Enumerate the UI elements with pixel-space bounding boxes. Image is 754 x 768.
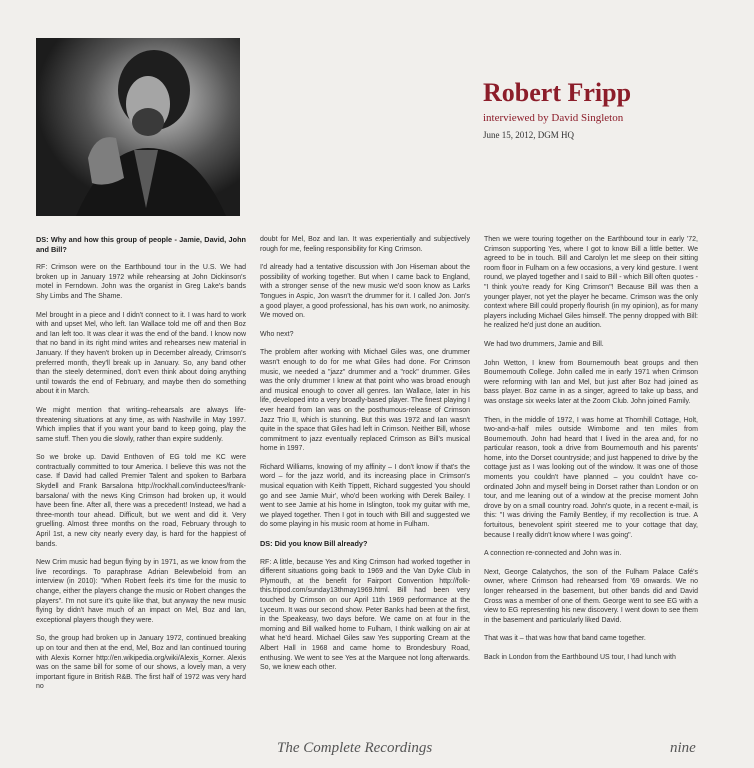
text-column-1: [36, 235, 246, 701]
paragraph: Richard Williams, knowing of my affinity – I don't know if that's the word – for the jazz world, and its increasing place in Crimson's musical equation with Keith Tippett, Richard suggested 'you should go and see Jamie Muir', who'd been working with Derek Bailey. I went to see Jamie at his home in Islington, took my guitar with me, we played together. Then I got in touch with Bill and suggested we do some playing in his music room at home in Fulham.: [260, 463, 470, 529]
interview-date: June 15, 2012, DGM HQ: [483, 130, 574, 140]
portrait-photo: [36, 38, 240, 216]
text-column-2: [260, 235, 470, 682]
paragraph: Then, in the middle of 1972, I was home at Thornhill Cottage, Holt, two-and-a-half miles outside Wimborne and ten miles from Bournemouth. John had heard that I lived in the area and, for no particular reason, took a drive from Bournemouth and his parents' home, into the Dorset countryside; and just happened to drive by the cottage just as I was looking out of the window. It was one of those moments you couldn't have planned – you couldn't have co-ordinated John and myself being in Dorset rather than London or on tour, and me leaning out of a window at the precise moment John drove by on a small country road. John's quote, in a recent e-mail, is this: "I was driving the Family Bentley, if my recollection is true. A fortuitous, benevolent spirit steered me to your cottage that day, because I really didn't know where I was going".: [484, 416, 698, 539]
paragraph: The problem after working with Michael Giles was, one drummer wasn't enough to do for me what Giles had done. For Crimson music, we needed a "jazz" drummer and a "rock" drummer. Giles was the only drummer I knew at that point who was broad enough and musical enough to cover all genres. Ian Wallace, later in his life, developed into a very broadly-based player. The finest playing I ever heard from Ian was on the posthumous-release of Crimson Jazz Trio II, which is stunning. But this was 1972 and Ian wasn't quite in the space that Giles had left in Crimson. Neither Bill, whose commitment to jazz eventually replaced Crimson as Bill's musical home in 1997.: [260, 349, 470, 453]
page-number: nine: [670, 740, 696, 756]
footer-title: The Complete Recordings: [277, 740, 433, 756]
paragraph: RF: A little, because Yes and King Crimson had worked together in different situations going back to 1969 and the Van Dyke Club in Plymouth, at the benefit for Fairport Convention http://folk-this.tripod.com/sunday13thmay1969.html. Bill had been very touched by Crimson on our April 11th 1969 performance at the Lyceum. It was our second show. Peter Banks had been at the first, in the Speakeasy, two days before. We came on at four in the morning and Bill walked home to Fulham, I think walking on air at what he'd heard. Michael Giles saw Yes supporting Cream at the Albert Hall in 1968 and came home to Brondesbury Road, enthusing. We went to see Yes at the Marquee not long afterwards. So, we knew each other.: [260, 558, 470, 672]
paragraph: Next, George Calatychos, the son of the Fulham Palace Café's owner, where Crimson had rehearsed from '69 onwards. We no longer rehearsed in the basement, but other bands did and David Cross was a member of one of them. George went to see EG with a view to EG representing his new discovery. I went down to see them in the basement and particularly liked David.: [484, 568, 698, 624]
paragraph: So we broke up. David Enthoven of EG told me KC were contractually committed to tour America. I believe this was not the case. If David had called Premier Talent and spoken to Barbara Skydell and Frank Barsalona http://rockhall.com/inductees/frank-barsalona/ with the news King Crimson had broken up, it would have been fine. After all, there was a precedent! Instead, we had a three-month tour ahead. Difficult, but we went and did it. Very gruelling. Almost three months on the road, February through to April 1st, a new city nearly every day, is hard for the happiest of bands.: [36, 454, 246, 548]
paragraph: John Wetton, I knew from Bournemouth beat groups and then Bournemouth College. John called me in early 1971 when Crimson were reforming with Ian and Mel, but just after Boz had joined as bass player. Boz came in as a singer, agreed to take up bass, and was onstage six weeks later at the Zoom Club. John joined Family.: [484, 359, 698, 405]
interview-question: DS: Did you know Bill already?: [260, 539, 368, 549]
paragraph: Then we were touring together on the Earthbound tour in early '72, Crimson supporting Yes, where I got to know Bill a little better. We agreed to be in touch. Bill and Carolyn let me sleep on their sitting room floor in Fulham on a few occasions, a very kind gesture. I went round, we played together and I said to Bill - which Bill often quotes - "I think you're ready for King Crimson"! Because Bill was then a younger player, not yet the player he became. Crimson was the only context where Bill could properly flourish (in my opinion), as for many players including Michael Giles himself. The penny dropped with Bill: he realized he'd just done an audition.: [484, 236, 698, 330]
paragraph: New Crim music had begun flying by in 1971, as we know from the live recordings. To paraphrase Adrian Belewbeloid from an interview (in 2010): "When Robert feels it's time for the music to change, either the players change the music or Robert changes the players". I'm not sure it's quite like that, but anyway the new music flying by didn't have much of an impact on Mel, Boz and Ian, exceptional players though they were.: [36, 559, 246, 624]
text-column-3: [484, 235, 698, 672]
paragraph: Mel brought in a piece and I didn't connect to it. I was hard to work with and upset Mel, who left. Ian Wallace told me off and then Boz and Ian left too. It was clear it was the end of the band. I know now that no band in its right mind writes and rehearses new material in January. If they haven't broken up in December already, Crimson's preferred month, they'll break up in January. So, any band other than the steely determined, don't even think about doing anything until towards the end of February, and maybe then do something about it in March.: [36, 311, 246, 396]
portrait-image: [36, 38, 240, 216]
paragraph: doubt for Mel, Boz and Ian. It was experientially and subjectively rough for me, feeling responsibility for King Crimson.: [260, 236, 470, 253]
paragraph: We had two drummers, Jamie and Bill.: [484, 340, 604, 348]
interview-question: DS: Why and how this group of people - Jamie, David, John and Bill?: [36, 235, 246, 254]
paragraph: A connection re-connected and John was in.: [484, 550, 622, 558]
paragraph: That was it – that was how that band came together.: [484, 635, 646, 643]
paragraph: Back in London from the Earthbound US tour, I had lunch with: [484, 653, 676, 661]
paragraph: So, the group had broken up in January 1972, continued breaking up on tour and then at the end, Mel, Boz and Ian continued touring with Alexis Korner http://en.wikipedia.org/wiki/Alexis_Korner. Alexis was on the same bill for some of our shows, a lovely man, a very important figure in British R&B. The first half of 1972 was very hard no: [36, 635, 246, 691]
paragraph: Who next?: [260, 330, 294, 338]
interviewee-name: Robert Fripp: [483, 78, 632, 107]
interviewer-byline: interviewed by David Singleton: [483, 112, 624, 124]
paragraph: RF: Crimson were on the Earthbound tour in the U.S. We had broken up in January 1972 while rehearsing at John Dickinson's motel in Ferndown. John was the organist in Greg Lake's bands Shy Limbs and The Shame.: [36, 264, 246, 300]
paragraph: We might mention that writing–rehearsals are always life-threatening situations at any time, as with Nashville in May 1997. Which implies that if you want your band to keep going, play the same stuff. Then you die slowly, rather than expire suddenly.: [36, 406, 246, 443]
paragraph: I'd already had a tentative discussion with Jon Hiseman about the possibility of working together. But when I came back to England, with a stronger sense of the new music we'd soon know as Larks Tongues in Aspic, Jon wasn't the drummer for it. I called Jon. Jon's a good player, a good professional, has his own work, no animosity. We moved on.: [260, 264, 470, 320]
article-header: [483, 78, 723, 140]
